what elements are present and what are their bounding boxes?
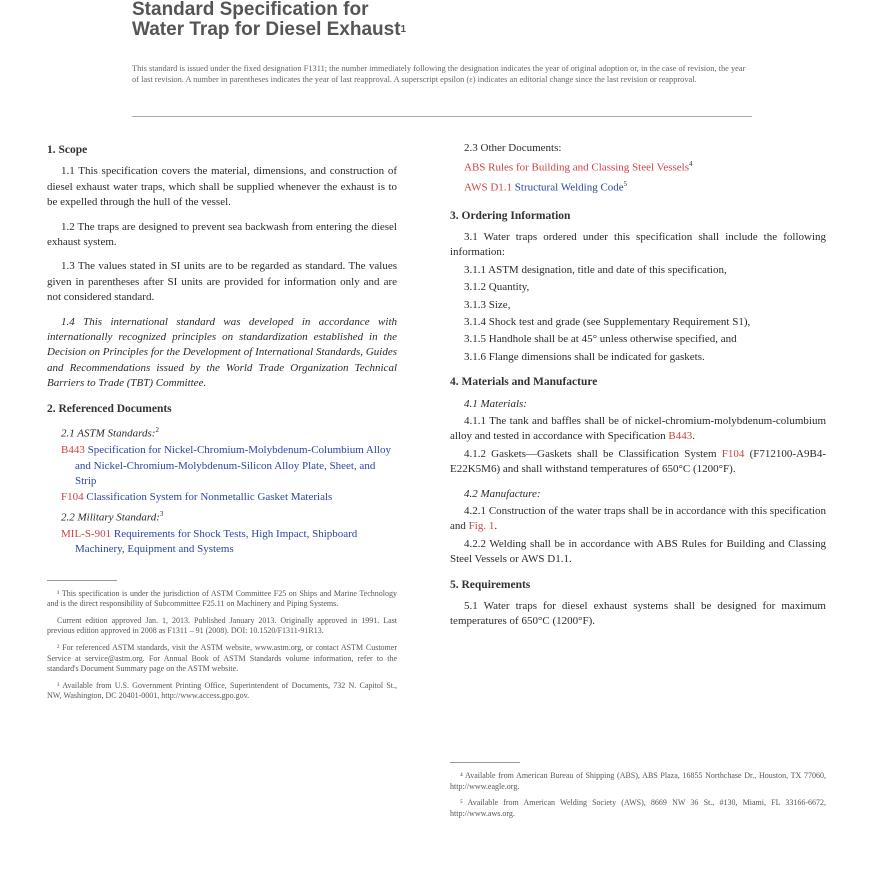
materials-4-2-2: 4.2.2 Welding shall be in accordance with ABS Rules for Building and Classing Steel Vessels or AWS D1.1. — [450, 537, 826, 566]
other-documents-label: 2.3 Other Documents: — [464, 142, 562, 154]
designation-note: This standard is issued under the fixed designation F1311; the number immediately following the designation indicates the year of original adoption or, in the case of revision, the year of last revision. A number in parentheses indicates the year of last reapproval. A superscript epsilon (ε) indicates an editorial change since the last revision or reapproval. — [132, 64, 746, 84]
scope-1-1: 1.1 This specification covers the material, dimensions, and construction of diesel exhaust water traps, which shall be supplied whenever the exhaust is to be expelled through the hull of the vessel. — [47, 165, 397, 209]
ref-f104-code[interactable]: F104 — [61, 491, 84, 504]
footnote-5: ⁵ Available from American Welding Society (AWS), 8669 NW 36 St., #130, Miami, FL 33166-6672, http://www.aws.org. — [450, 798, 826, 818]
right-footnotes — [450, 762, 826, 825]
footnote-1: ¹ This specification is under the jurisdiction of ASTM Committee F25 on Ships and Marine Technology and is the direct responsibility of Subcommittee F25.11 on Machinery and Piping Systems. — [47, 588, 397, 609]
left-column — [47, 143, 397, 708]
ordering-3-1-6: 3.1.6 Flange dimensions shall be indicated for gaskets. — [464, 350, 705, 363]
footnote-2: ² For referenced ASTM standards, visit the ASTM website, www.astm.org, or contact ASTM Customer Service at service@astm.org. For Annual Book of ASTM Standards volume information, refer to the standard's Document Summary page on the ASTM website. — [47, 643, 397, 674]
ref-abs[interactable]: ABS Rules for Building and Classing Steel Vessels$^4$ — [464, 160, 693, 175]
footnote-1-edition: Current edition approved Jan. 1, 2013. Published January 2013. Originally approved in 1991. Last previous edition approved in 2008 as F1311 – 91 (2008). DOI: 10.1520/F1311-91R13. — [47, 615, 397, 636]
right-column — [450, 141, 826, 639]
footnote-4: ⁴ Available from American Bureau of Shipping (ABS), ABS Plaza, 16855 Northchase Dr., Houston, TX 77060, http://www.eagle.org. — [450, 771, 826, 791]
materials-4-2-label: 4.2 Manufacture: — [464, 487, 541, 500]
materials-4-1-1: 4.1.1 The tank and baffles shall be of nickel-chromium-molybdenum-columbium alloy and tested in accordance with Specification B443. — [450, 415, 826, 443]
document-title — [132, 0, 406, 40]
ordering-3-1-2: 3.1.2 Quantity, — [464, 281, 530, 294]
materials-4-1-label: 4.1 Materials: — [464, 397, 527, 410]
footnote-divider — [47, 580, 117, 581]
ref-abs-title[interactable]: ABS Rules for Building and Classing Steel Vessels — [464, 162, 689, 175]
astm-standards-label: 2.1 ASTM Standards:$^2$ — [61, 426, 159, 440]
ordering-3-1-5: 3.1.5 Handhole shall be at 45° unless otherwise specified, and — [464, 333, 737, 346]
header-divider — [132, 116, 752, 117]
ref-aws-title[interactable]: Structural Welding Code — [514, 182, 624, 195]
ref-b443-title[interactable]: Specification for Nickel-Chromium-Molybdenum-Columbium Alloy and Nickel-Chromium-Molybdenum-Silicon Alloy Plate, Sheet, and Strip — [75, 444, 391, 487]
ref-f104[interactable] — [47, 490, 397, 505]
requirements-5-1: 5.1 Water traps for diesel exhaust systems shall be designed for maximum temperatures of 650°C (1200°F). — [450, 600, 826, 628]
military-standard-label: 2.2 Military Standard:$^3$ — [61, 509, 164, 524]
ref-link-fig-1[interactable]: Fig. 1 — [468, 520, 495, 533]
scope-1-2: 1.2 The traps are designed to prevent sea backwash from entering the diesel exhaust system. — [47, 220, 397, 249]
section-heading-materials: 4. Materials and Manufacture — [450, 376, 598, 389]
ref-b443-code[interactable]: B443 — [61, 444, 85, 457]
right-footnote-divider — [450, 762, 520, 763]
ref-b443[interactable] — [47, 443, 397, 489]
section-heading-requirements: 5. Requirements — [450, 578, 531, 591]
section-heading-referenced: 2. Referenced Documents — [47, 402, 172, 415]
ordering-3-1-1: 3.1.1 ASTM designation, title and date of this specification, — [464, 263, 727, 276]
ordering-3-1-3: 3.1.3 Size, — [464, 298, 511, 311]
ref-mil-s-901[interactable] — [47, 527, 397, 558]
ordering-3-1: 3.1 Water traps ordered under this specification shall include the following information: — [450, 230, 826, 259]
ordering-3-1-4: 3.1.4 Shock test and grade (see Supplementary Requirement S1), — [464, 315, 751, 328]
ref-aws[interactable]: AWS D1.1 Structural Welding Code$^5$ — [464, 180, 628, 195]
scope-1-4: 1.4 This international standard was developed in accordance with internationally recognized principles on standardization established in the Decision on Principles for the Development of International Standards, Guides and Recommendations issued by the World Trade Organization Technical Barriers to Trade (TBT) Committee. — [47, 315, 397, 390]
title-footnote-mark: 1 — [400, 24, 407, 35]
ref-mil-title[interactable]: Requirements for Shock Tests, High Impact, Shipboard Machinery, Equipment and Systems — [75, 527, 358, 556]
ref-aws-code[interactable]: AWS D1.1 — [464, 182, 513, 195]
title-line-1: Standard Specification for — [132, 0, 369, 20]
section-heading-ordering: 3. Ordering Information — [450, 209, 571, 222]
materials-4-1-2: 4.1.2 Gaskets—Gaskets shall be Classification System F104 (F712100-A9B4-E22K5M6) and shall withstand temperatures of 650°C (1200°F). — [450, 447, 826, 476]
ref-link-b443[interactable]: B443 — [668, 430, 693, 443]
scope-1-3: 1.3 The values stated in SI units are to be regarded as standard. The values given in parentheses after SI units are provided for information only and are not considered standard. — [47, 260, 397, 304]
ref-mil-code[interactable]: MIL-S-901 — [61, 527, 112, 540]
ref-f104-title[interactable]: Classification System for Nonmetallic Gasket Materials — [86, 491, 333, 504]
section-heading-scope: 1. Scope — [47, 144, 88, 156]
materials-4-2-1: 4.2.1 Construction of the water traps shall be in accordance with this specification and Fig. 1. — [450, 505, 826, 533]
ref-link-f104[interactable]: F104 — [721, 447, 745, 460]
title-line-2: Water Trap for Diesel Exhaust — [132, 19, 401, 40]
footnote-3: ³ Available from U.S. Government Printing Office, Superintendent of Documents, 732 N. Capitol St., NW, Washington, DC 20401-0001, http://www.access.gpo.gov. — [47, 680, 397, 701]
